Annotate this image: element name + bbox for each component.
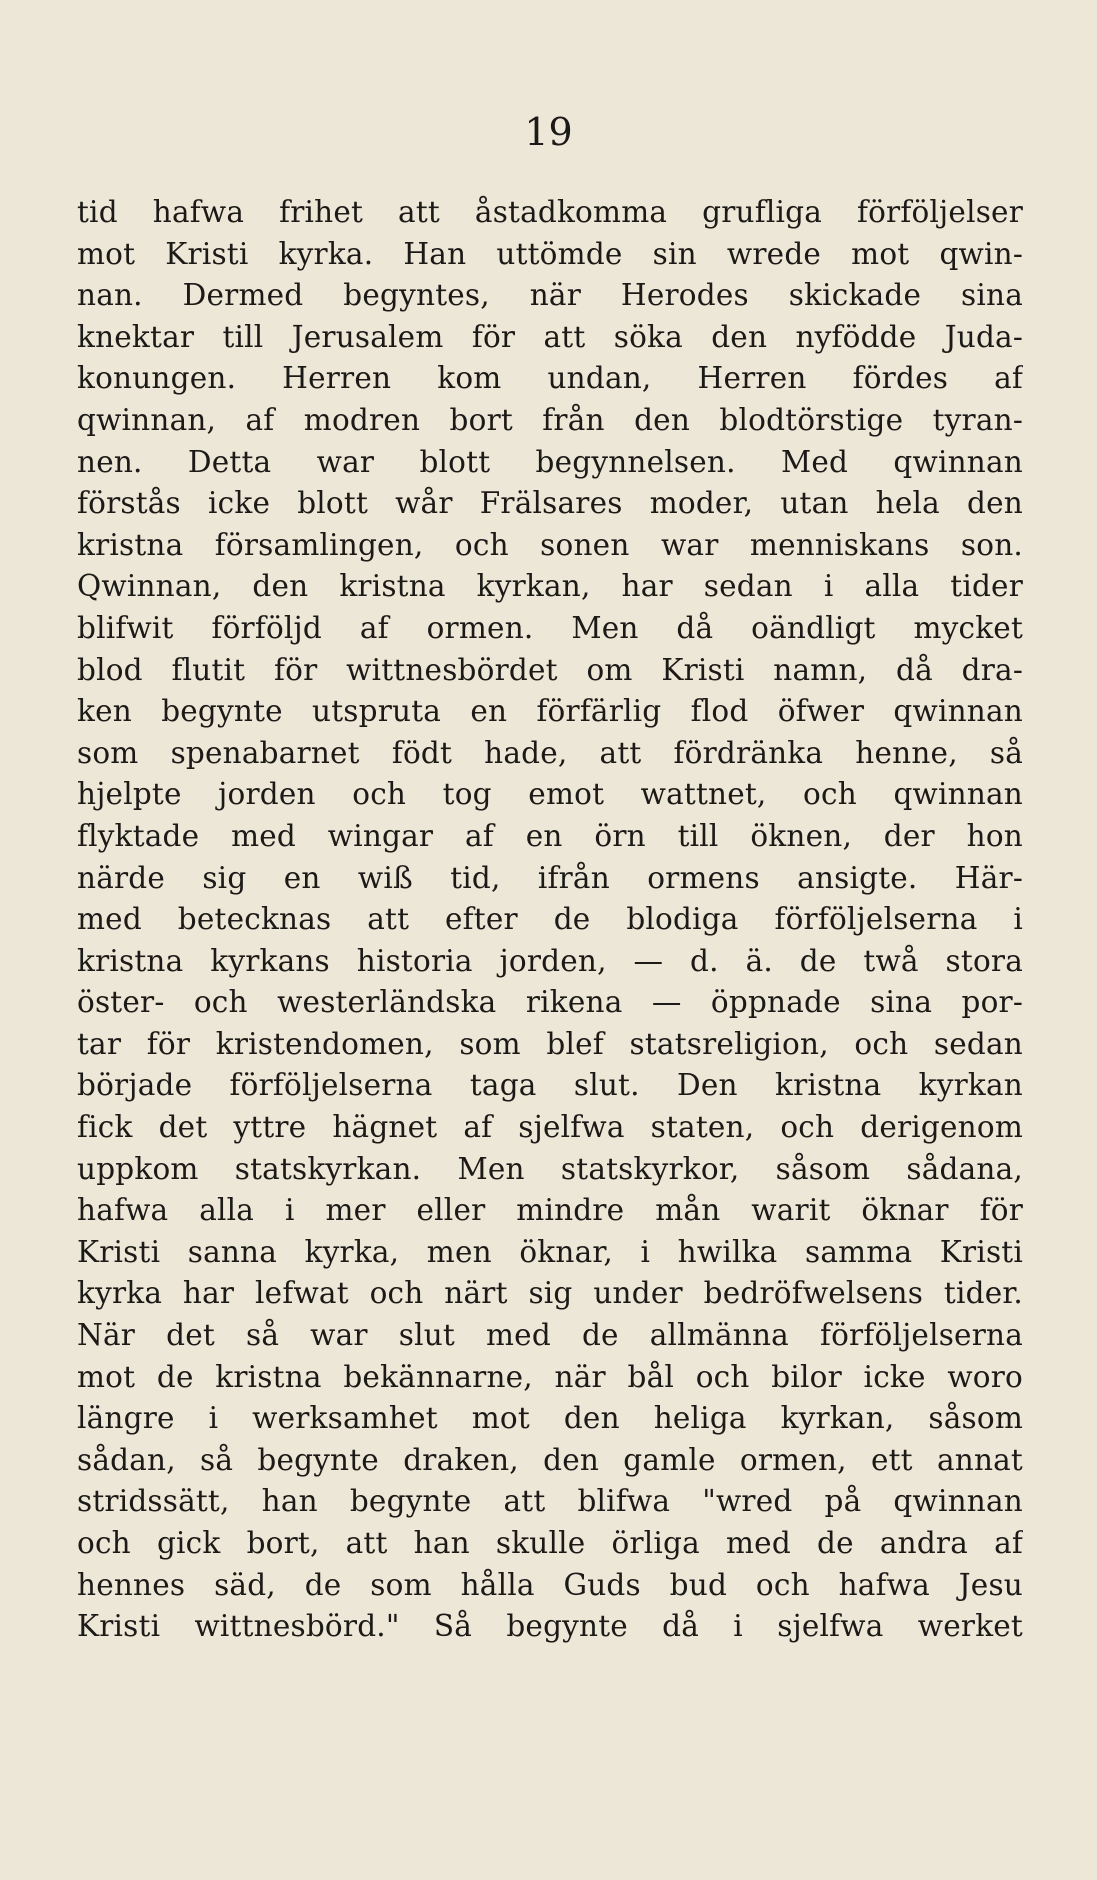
text-line: längre i werksamhet mot den heliga kyrkan, såsom [77, 1401, 1023, 1436]
text-line: konungen. Herren kom undan, Herren fördes af [77, 361, 1023, 396]
text-line: hjelpte jorden och tog emot wattnet, och qwinnan [77, 777, 1023, 812]
text-line: hafwa alla i mer eller mindre mån warit öknar för [77, 1193, 1023, 1228]
page-number: 19 [524, 110, 573, 154]
text-line: knektar till Jerusalem för att söka den nyfödde Juda- [77, 319, 1023, 354]
text-line: tid hafwa frihet att åstadkomma grufliga förföljelser [77, 195, 1023, 229]
text-line: började förföljelserna taga slut. Den kristna kyrkan [77, 1068, 1023, 1103]
text-line: kristna kyrkans historia jorden, — d. ä. de twå stora [77, 943, 1023, 978]
text-line: mot Kristi kyrka. Han uttömde sin wrede mot qwin- [77, 236, 1023, 271]
text-line: nan. Dermed begyntes, när Herodes skickade sina [77, 278, 1023, 313]
body-text [77, 192, 1023, 1648]
text-line: qwinnan, af modren bort från den blodtörstige tyran- [77, 402, 1023, 437]
text-line: Qwinnan, den kristna kyrkan, har sedan i alla tider [77, 569, 1023, 604]
text-line: Kristi wittnesbörd." Så begynte då i sjelfwa werket [77, 1609, 1023, 1644]
text-line: uppkom statskyrkan. Men statskyrkor, såsom sådana, [77, 1151, 1023, 1186]
text-line: tar för kristendomen, som blef statsreligion, och sedan [77, 1026, 1023, 1061]
text-line: med betecknas att efter de blodiga förföljelserna i [77, 902, 1023, 937]
text-line: som spenabarnet födt hade, att fördränka henne, så [77, 735, 1023, 770]
text-line: kyrka har lefwat och närt sig under bedröfwelsens tider. [77, 1276, 1023, 1311]
text-line: ken begynte utspruta en förfärlig flod öfwer qwinnan [77, 694, 1023, 729]
text-line: och gick bort, att han skulle örliga med de andra af [77, 1526, 1023, 1560]
text-line: nen. Detta war blott begynnelsen. Med qwinnan [77, 444, 1023, 479]
text-line: fick det yttre hägnet af sjelfwa staten, och derigenom [77, 1110, 1023, 1145]
text-line: blod flutit för wittnesbördet om Kristi namn, då dra- [77, 652, 1023, 687]
text-line: Kristi sanna kyrka, men öknar, i hwilka samma Kristi [77, 1234, 1023, 1269]
text-line: kristna församlingen, och sonen war menniskans son. [77, 527, 1023, 562]
text-line: stridssätt, han begynte att blifwa "wred på qwinnan [77, 1484, 1023, 1519]
text-line: förstås icke blott wår Frälsares moder, utan hela den [77, 486, 1023, 521]
text-line: När det så war slut med de allmänna förföljelserna [77, 1318, 1023, 1353]
text-line: närde sig en wiß tid, ifrån ormens ansigte. Här- [77, 860, 1023, 895]
text-line: öster- och westerländska rikena — öppnade sina por- [77, 985, 1023, 1020]
text-line: blifwit förföljd af ormen. Men då oändligt mycket [77, 610, 1023, 645]
text-line: hennes säd, de som hålla Guds bud och hafwa Jesu [77, 1567, 1023, 1602]
text-line: flyktade med wingar af en örn till öknen, der hon [77, 818, 1023, 853]
text-line: sådan, så begynte draken, den gamle ormen, ett annat [77, 1442, 1023, 1477]
text-line: mot de kristna bekännarne, när bål och bilor icke woro [77, 1359, 1023, 1394]
